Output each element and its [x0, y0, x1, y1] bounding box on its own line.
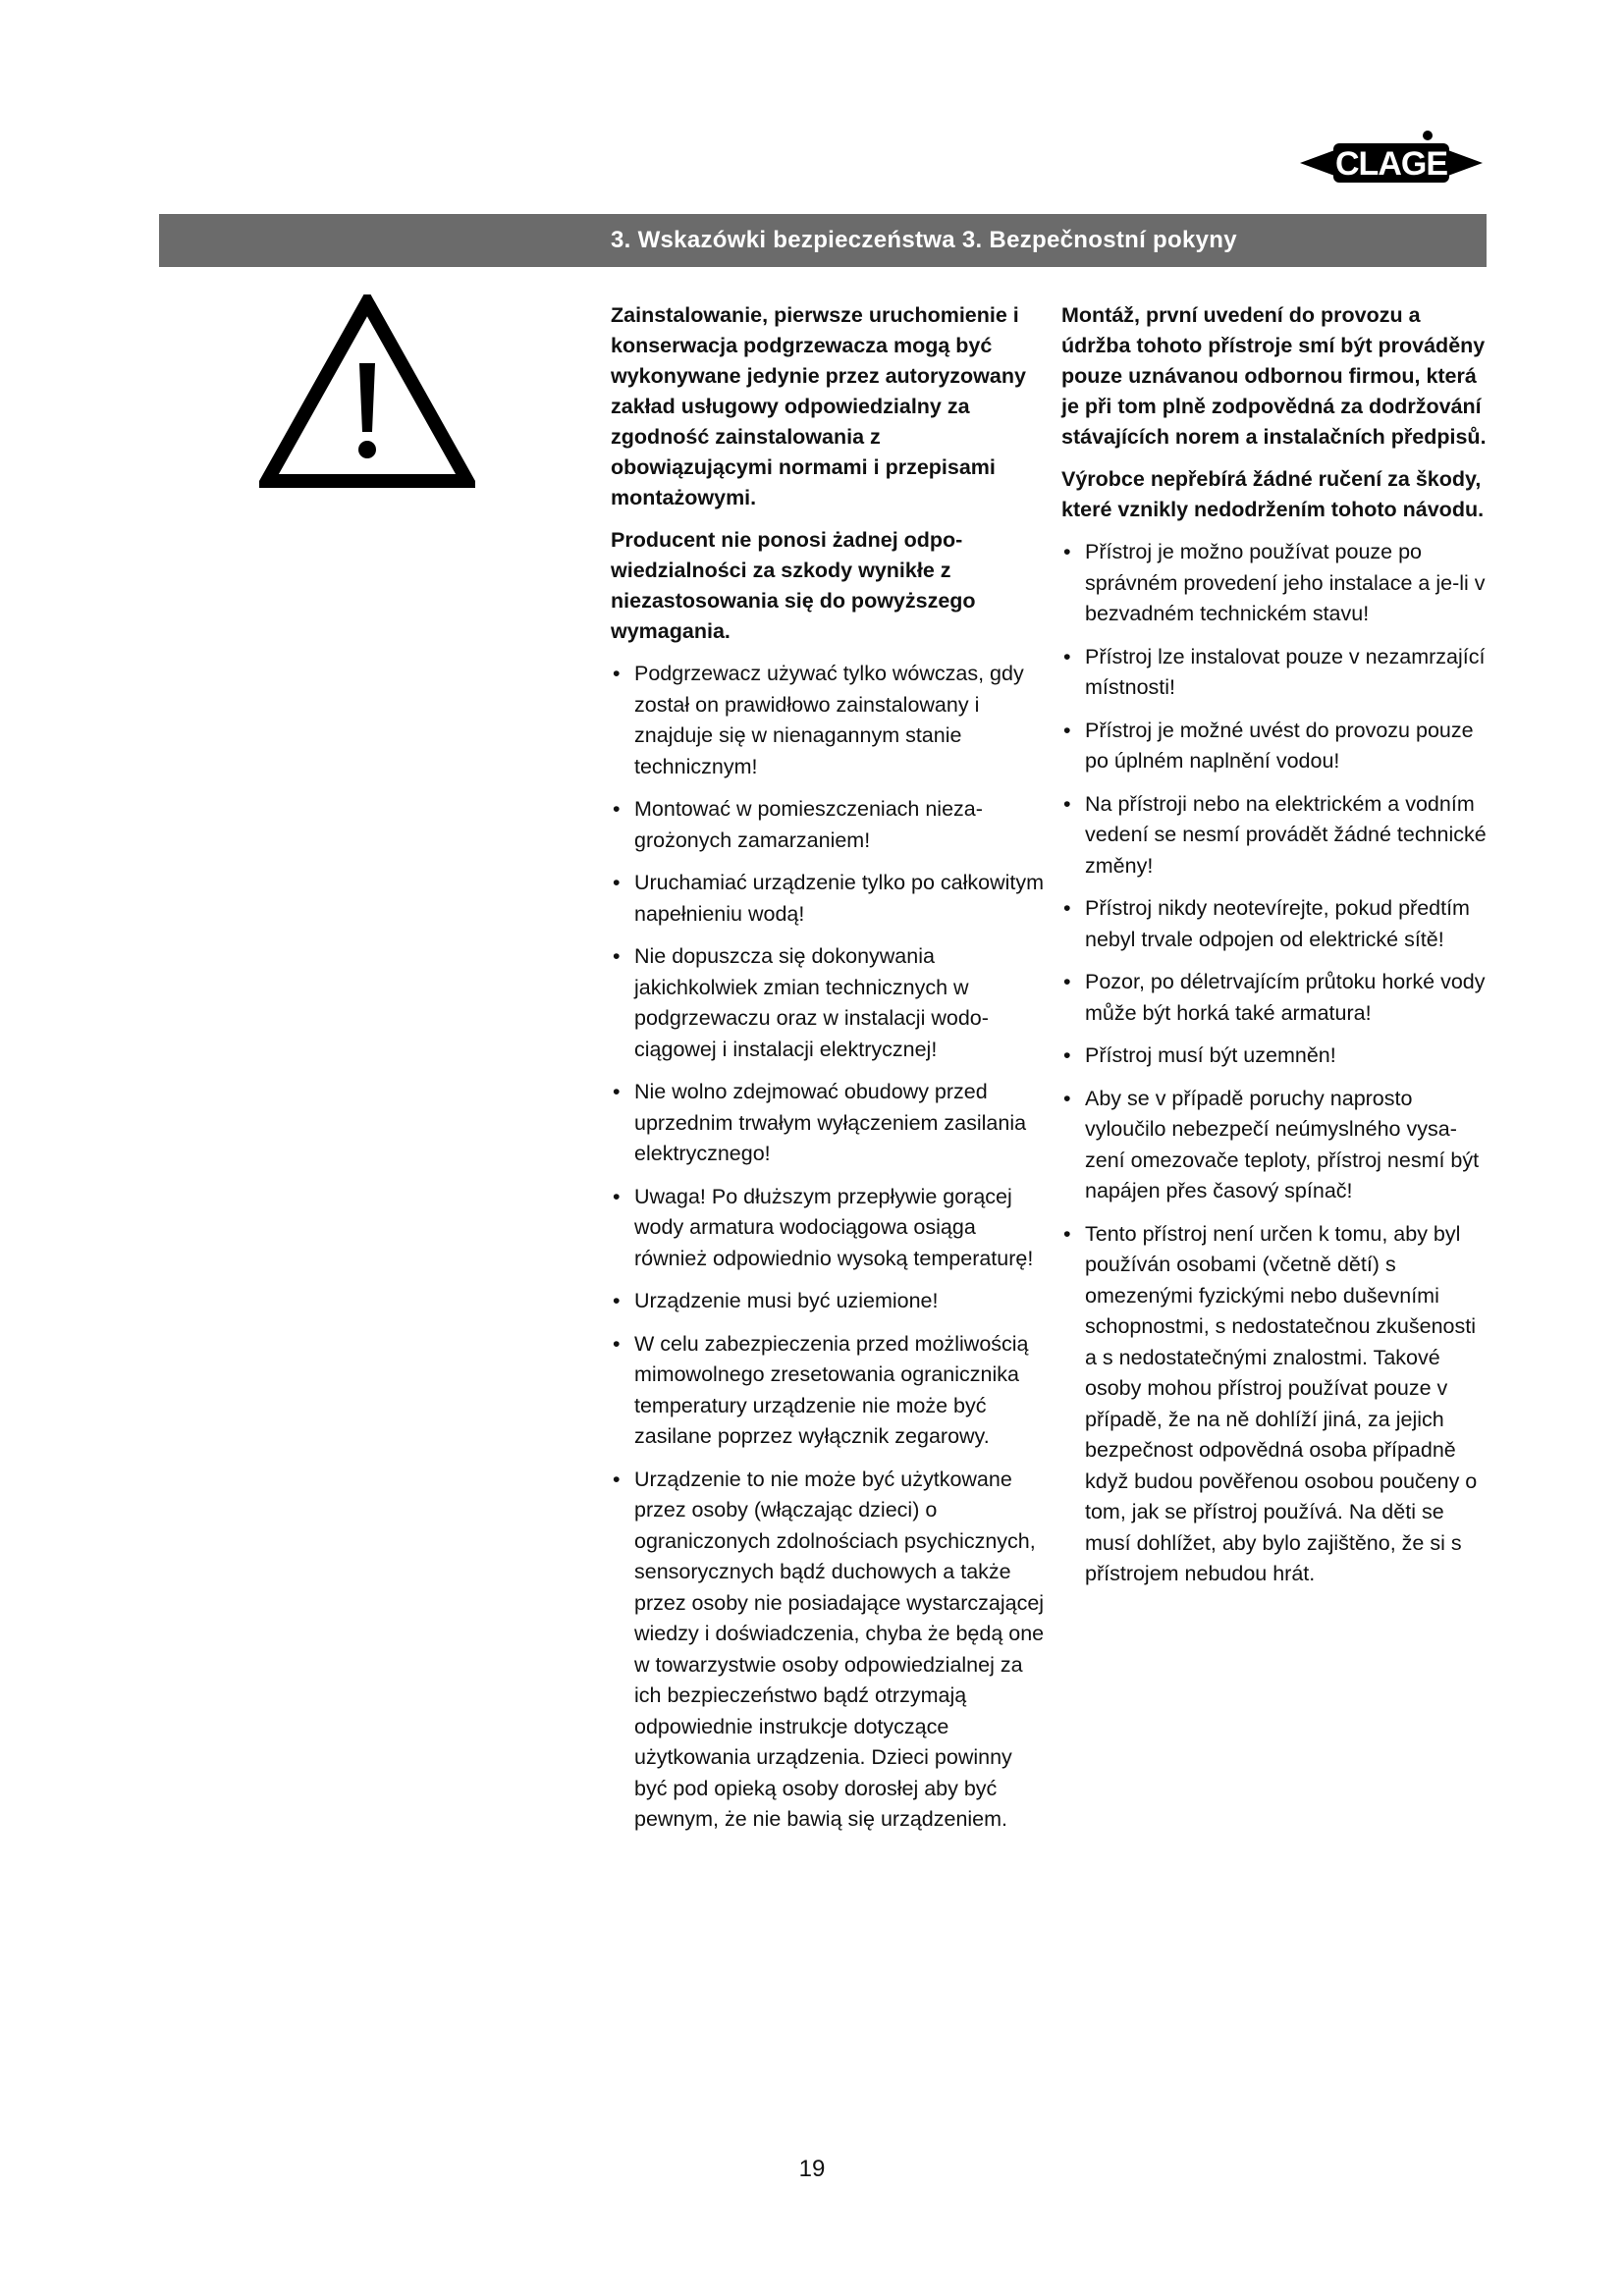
- list-item: [1061, 716, 1489, 777]
- list-item: [611, 868, 1045, 930]
- list-item-text: Na přístroji nebo na elektrickém a vodním vedení se nesmí provádět žádné technické změny!: [1085, 791, 1487, 878]
- bullet-icon: •: [613, 1184, 621, 1208]
- list-item: [1061, 967, 1489, 1029]
- clage-logo: [1298, 128, 1485, 198]
- section-title: 3. Wskazówki bezpieczeństwa 3. Bezpečnostní pokyny: [611, 227, 1237, 253]
- polish-lead-paragraph-2: Producent nie ponosi żadnej odpowiedzialności za szkody wynikłe z niezastosowania się do powyższego wymagania.: [611, 528, 976, 643]
- list-item-text: Uruchamiać urządzenie tylko po całkowitym napełnieniu wodą!: [634, 871, 1045, 926]
- list-item-text: Nie dopuszcza się dokonywania jakichkolwiek zmian technicznych w podgrzewaczu oraz w instalacji wodociągowej i instalacji elektrycznej!: [634, 944, 989, 1061]
- list-item-text: Urządzenie musi być uziemione!: [634, 1289, 939, 1312]
- czech-bullet-list: [1061, 537, 1489, 1590]
- logo-text: CLAGE: [1335, 145, 1447, 183]
- bullet-icon: •: [1063, 896, 1071, 920]
- list-item-text: Urządzenie to nie może być użytkowane przez osoby (włączając dzieci) o ograniczonych zdolnościach psychicznych, sensorycznych bądź duchowych a także przez osoby nie posiadające wystarczającej wiedzy i doświadczenia, chyba że będą one w towarzystwie osoby odpowiedzialnej za ich bezpieczeństwo bądź otrzymają odpowiednie instrukcje dotyczące użytkowania urządzenia. Dzieci powinny być pod opieką osoby dorosłej aby być pewnym, że nie bawią się urządzeniem.: [634, 1467, 1045, 1831]
- list-item: [1061, 789, 1489, 882]
- czech-column: [1061, 300, 1489, 1602]
- list-item-text: W celu zabezpieczenia przed możliwością mimowolnego zresetowania ogranicznika temperatury urządzenie nie może być zasilane poprzez wyłącznik zegarowy.: [634, 1331, 1029, 1448]
- list-item: [1061, 537, 1489, 630]
- list-item-text: Přístroj musí být uzemněn!: [1085, 1043, 1336, 1067]
- polish-bullet-list: [611, 659, 1045, 1836]
- list-item-text: Podgrzewacz używać tylko wówczas, gdy został on prawidłowo zainstalowany i znajduje się w nienagannym stanie technicznym!: [634, 662, 1024, 778]
- list-item-text: Pozor, po déletrvajícím průtoku horké vody může být horká také armatura!: [1085, 970, 1486, 1025]
- list-item: [611, 1077, 1045, 1170]
- bullet-icon: •: [613, 871, 621, 894]
- page-number: 19: [798, 2156, 826, 2182]
- list-item: [1061, 642, 1489, 704]
- list-item-text: Aby se v případě poruchy naprosto vyloučilo nebezpečí neúmyslného vysazení omezovače teploty, přístroj nesmí být napájen přes časový spínač!: [1085, 1086, 1480, 1202]
- list-item: [1061, 893, 1489, 955]
- bullet-icon: •: [1063, 1221, 1071, 1246]
- bullet-icon: •: [1063, 644, 1071, 668]
- list-item: [611, 659, 1045, 782]
- bullet-icon: •: [613, 1080, 621, 1103]
- list-item-text: Přístroj je možno používat pouze po správném provedení jeho instalace a je-li v bezvadném technickém stavu!: [1085, 540, 1486, 625]
- list-item: [1061, 1219, 1489, 1590]
- list-item-text: Uwaga! Po dłuższym przepływie gorącej wody armatura wodociągowa osiąga również odpowiednio wysoką temperaturę!: [634, 1184, 1034, 1270]
- bullet-icon: •: [613, 944, 621, 968]
- bullet-icon: •: [1063, 970, 1071, 993]
- list-item-text: Přístroj lze instalovat pouze v nezamrzající místnosti!: [1085, 644, 1486, 699]
- bullet-icon: •: [613, 1289, 621, 1312]
- list-item-text: Přístroj nikdy neotevírejte, pokud předtím nebyl trvale odpojen od elektrické sítě!: [1085, 896, 1470, 951]
- list-item-text: Tento přístroj není určen k tomu, aby byl používán osobami (včetně dětí) s omezenými fyzickými nebo duševními schopnostmi, s nedostatečnou zkušenosti a s nedostatečnými znalostmi. Takové osoby mohou přístroj používat pouze v případě, že na ně dohlíží jiná, za jejich bezpečnost odpovědná osoba případně když budou pověřenou osobou poučeny o tom, jak se přístroj používá. Na děti se musí dohlížet, aby bylo zajištěno, že si s přístrojem nebudou hrát.: [1085, 1221, 1478, 1585]
- list-item-text: Přístroj je možné uvést do provozu pouze po úplném naplnění vodou!: [1085, 718, 1474, 773]
- bullet-icon: •: [613, 1467, 621, 1491]
- bullet-icon: •: [1063, 1043, 1071, 1067]
- bullet-icon: •: [613, 1331, 621, 1356]
- list-item: [611, 941, 1045, 1065]
- list-item: [1061, 1084, 1489, 1207]
- list-item: [1061, 1041, 1489, 1072]
- bullet-icon: •: [1063, 791, 1071, 816]
- czech-lead-paragraph-1: Montáž, první uvedení do provozu a údržba tohoto přístroje smí být prováděny pouze uznávanou odbornou firmou, která je při tom plně zodpovědná za dodržování stávajících norem a instalačních předpisů.: [1061, 303, 1487, 449]
- bullet-icon: •: [613, 662, 621, 685]
- bullet-icon: •: [1063, 540, 1071, 563]
- list-item: [611, 1465, 1045, 1836]
- czech-lead-paragraph-2: Výrobce nepřebírá žádné ručení za škody, které vznikly nedodržením tohoto návodu.: [1061, 467, 1485, 521]
- bullet-icon: •: [1063, 1086, 1071, 1110]
- bullet-icon: •: [1063, 718, 1071, 742]
- list-item: [611, 1182, 1045, 1275]
- polish-lead-paragraph-1: Zainstalowanie, pierwsze uruchomienie i konserwacja podgrzewacza mogą być wykonywane jedynie przez autoryzowany zakład usługowy odpowiedzialny za zgodność zainstalowania z obowiązującymi normami i przepisami montażowymi.: [611, 303, 1026, 509]
- section-header-bar: [159, 214, 1487, 267]
- bullet-icon: •: [613, 797, 621, 821]
- list-item: [611, 1286, 1045, 1317]
- polish-column: [611, 300, 1045, 1847]
- warning-triangle-icon: [259, 294, 475, 489]
- list-item: [611, 1329, 1045, 1453]
- list-item-text: Nie wolno zdejmować obudowy przed uprzednim trwałym wyłączeniem zasilania elektrycznego!: [634, 1080, 1027, 1165]
- list-item-text: Montować w pomieszczeniach niezagrożonych zamarzaniem!: [634, 797, 983, 852]
- list-item: [611, 794, 1045, 856]
